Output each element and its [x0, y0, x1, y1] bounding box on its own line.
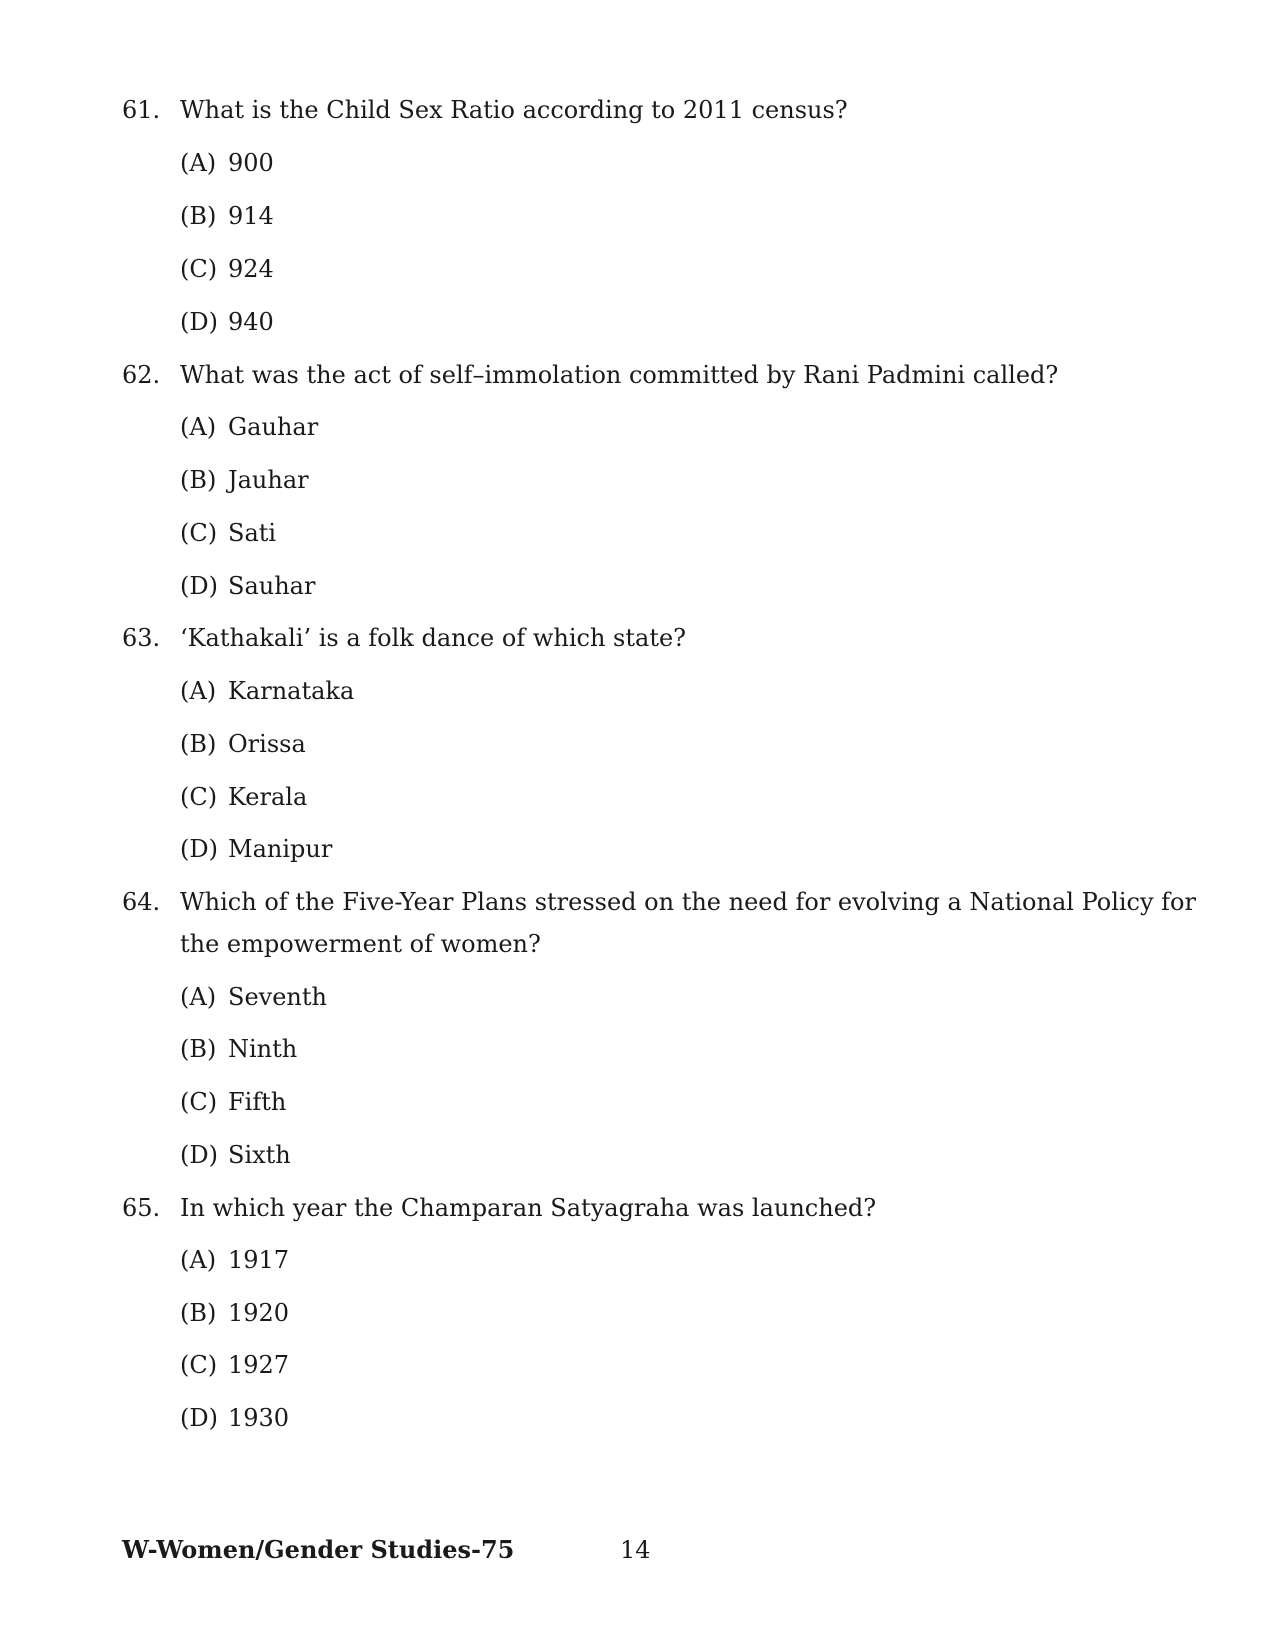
question-number: 62.	[122, 361, 161, 389]
question-62	[122, 360, 1058, 390]
option-letter: (C)	[180, 255, 218, 283]
option-letter: (B)	[180, 730, 217, 758]
question-number: 64.	[122, 888, 161, 916]
option-letter: (A)	[180, 677, 217, 705]
option-letter: (D)	[180, 1141, 218, 1169]
option-65-c	[180, 1350, 289, 1380]
option-letter: (B)	[180, 466, 217, 494]
option-letter: (B)	[180, 202, 217, 230]
option-text: Gauhar	[228, 413, 319, 441]
option-letter: (C)	[180, 1088, 218, 1116]
question-text: ‘Kathakali’ is a folk dance of which state?	[180, 624, 687, 652]
option-text: Karnataka	[228, 677, 355, 705]
option-text: 1920	[228, 1299, 290, 1327]
option-61-a	[180, 148, 274, 178]
option-letter: (A)	[180, 413, 217, 441]
option-63-b	[180, 729, 306, 759]
option-65-b	[180, 1298, 289, 1328]
option-64-a	[180, 982, 327, 1012]
option-letter: (C)	[180, 1351, 218, 1379]
option-letter: (A)	[180, 149, 217, 177]
question-text-line-1: Which of the Five-Year Plans stressed on the need for evolving a National Policy for	[180, 888, 1196, 916]
option-letter: (A)	[180, 983, 217, 1011]
option-letter: (D)	[180, 308, 218, 336]
option-letter: (D)	[180, 835, 218, 863]
question-text: What was the act of self–immolation committed by Rani Padmini called?	[180, 361, 1059, 389]
option-61-b	[180, 201, 274, 231]
footer-booklet-code: W-Women/Gender Studies-75	[122, 1535, 515, 1564]
option-text: 900	[228, 149, 274, 177]
option-62-c	[180, 518, 276, 548]
option-64-c	[180, 1087, 286, 1117]
option-text: 1917	[228, 1246, 290, 1274]
option-letter: (B)	[180, 1299, 217, 1327]
option-letter: (D)	[180, 572, 218, 600]
option-letter: (C)	[180, 783, 218, 811]
option-text: Jauhar	[228, 466, 309, 494]
option-65-d	[180, 1403, 289, 1433]
option-62-a	[180, 412, 318, 442]
option-62-b	[180, 465, 309, 495]
question-63	[122, 623, 686, 653]
option-text: Seventh	[228, 983, 327, 1011]
option-text: Sati	[228, 519, 277, 547]
option-text: Sixth	[228, 1141, 291, 1169]
question-text: In which year the Champaran Satyagraha was launched?	[180, 1194, 877, 1222]
option-text: Ninth	[228, 1035, 298, 1063]
option-61-c	[180, 254, 274, 284]
option-65-a	[180, 1245, 289, 1275]
option-text: Kerala	[228, 783, 308, 811]
option-text: Fifth	[228, 1088, 287, 1116]
question-64-continuation: the empowerment of women?	[180, 930, 541, 958]
option-letter: (B)	[180, 1035, 217, 1063]
option-text: Manipur	[228, 835, 333, 863]
question-number: 63.	[122, 624, 161, 652]
question-65	[122, 1193, 876, 1223]
option-63-a	[180, 676, 354, 706]
option-63-c	[180, 782, 307, 812]
option-64-d	[180, 1140, 291, 1170]
option-text: 1930	[228, 1404, 290, 1432]
option-letter: (A)	[180, 1246, 217, 1274]
question-61	[122, 95, 848, 125]
option-text: Orissa	[228, 730, 306, 758]
option-letter: (C)	[180, 519, 218, 547]
option-62-d	[180, 571, 315, 601]
question-text: What is the Child Sex Ratio according to 2011 census?	[180, 96, 848, 124]
option-61-d	[180, 307, 274, 337]
option-63-d	[180, 834, 332, 864]
option-64-b	[180, 1034, 297, 1064]
option-text: Sauhar	[228, 572, 316, 600]
option-letter: (D)	[180, 1404, 218, 1432]
option-text: 1927	[228, 1351, 290, 1379]
option-text: 940	[228, 308, 274, 336]
option-text: 924	[228, 255, 274, 283]
question-number: 65.	[122, 1194, 161, 1222]
footer-page-number: 14	[620, 1536, 651, 1564]
question-64	[122, 887, 1196, 917]
option-text: 914	[228, 202, 274, 230]
question-number: 61.	[122, 96, 161, 124]
